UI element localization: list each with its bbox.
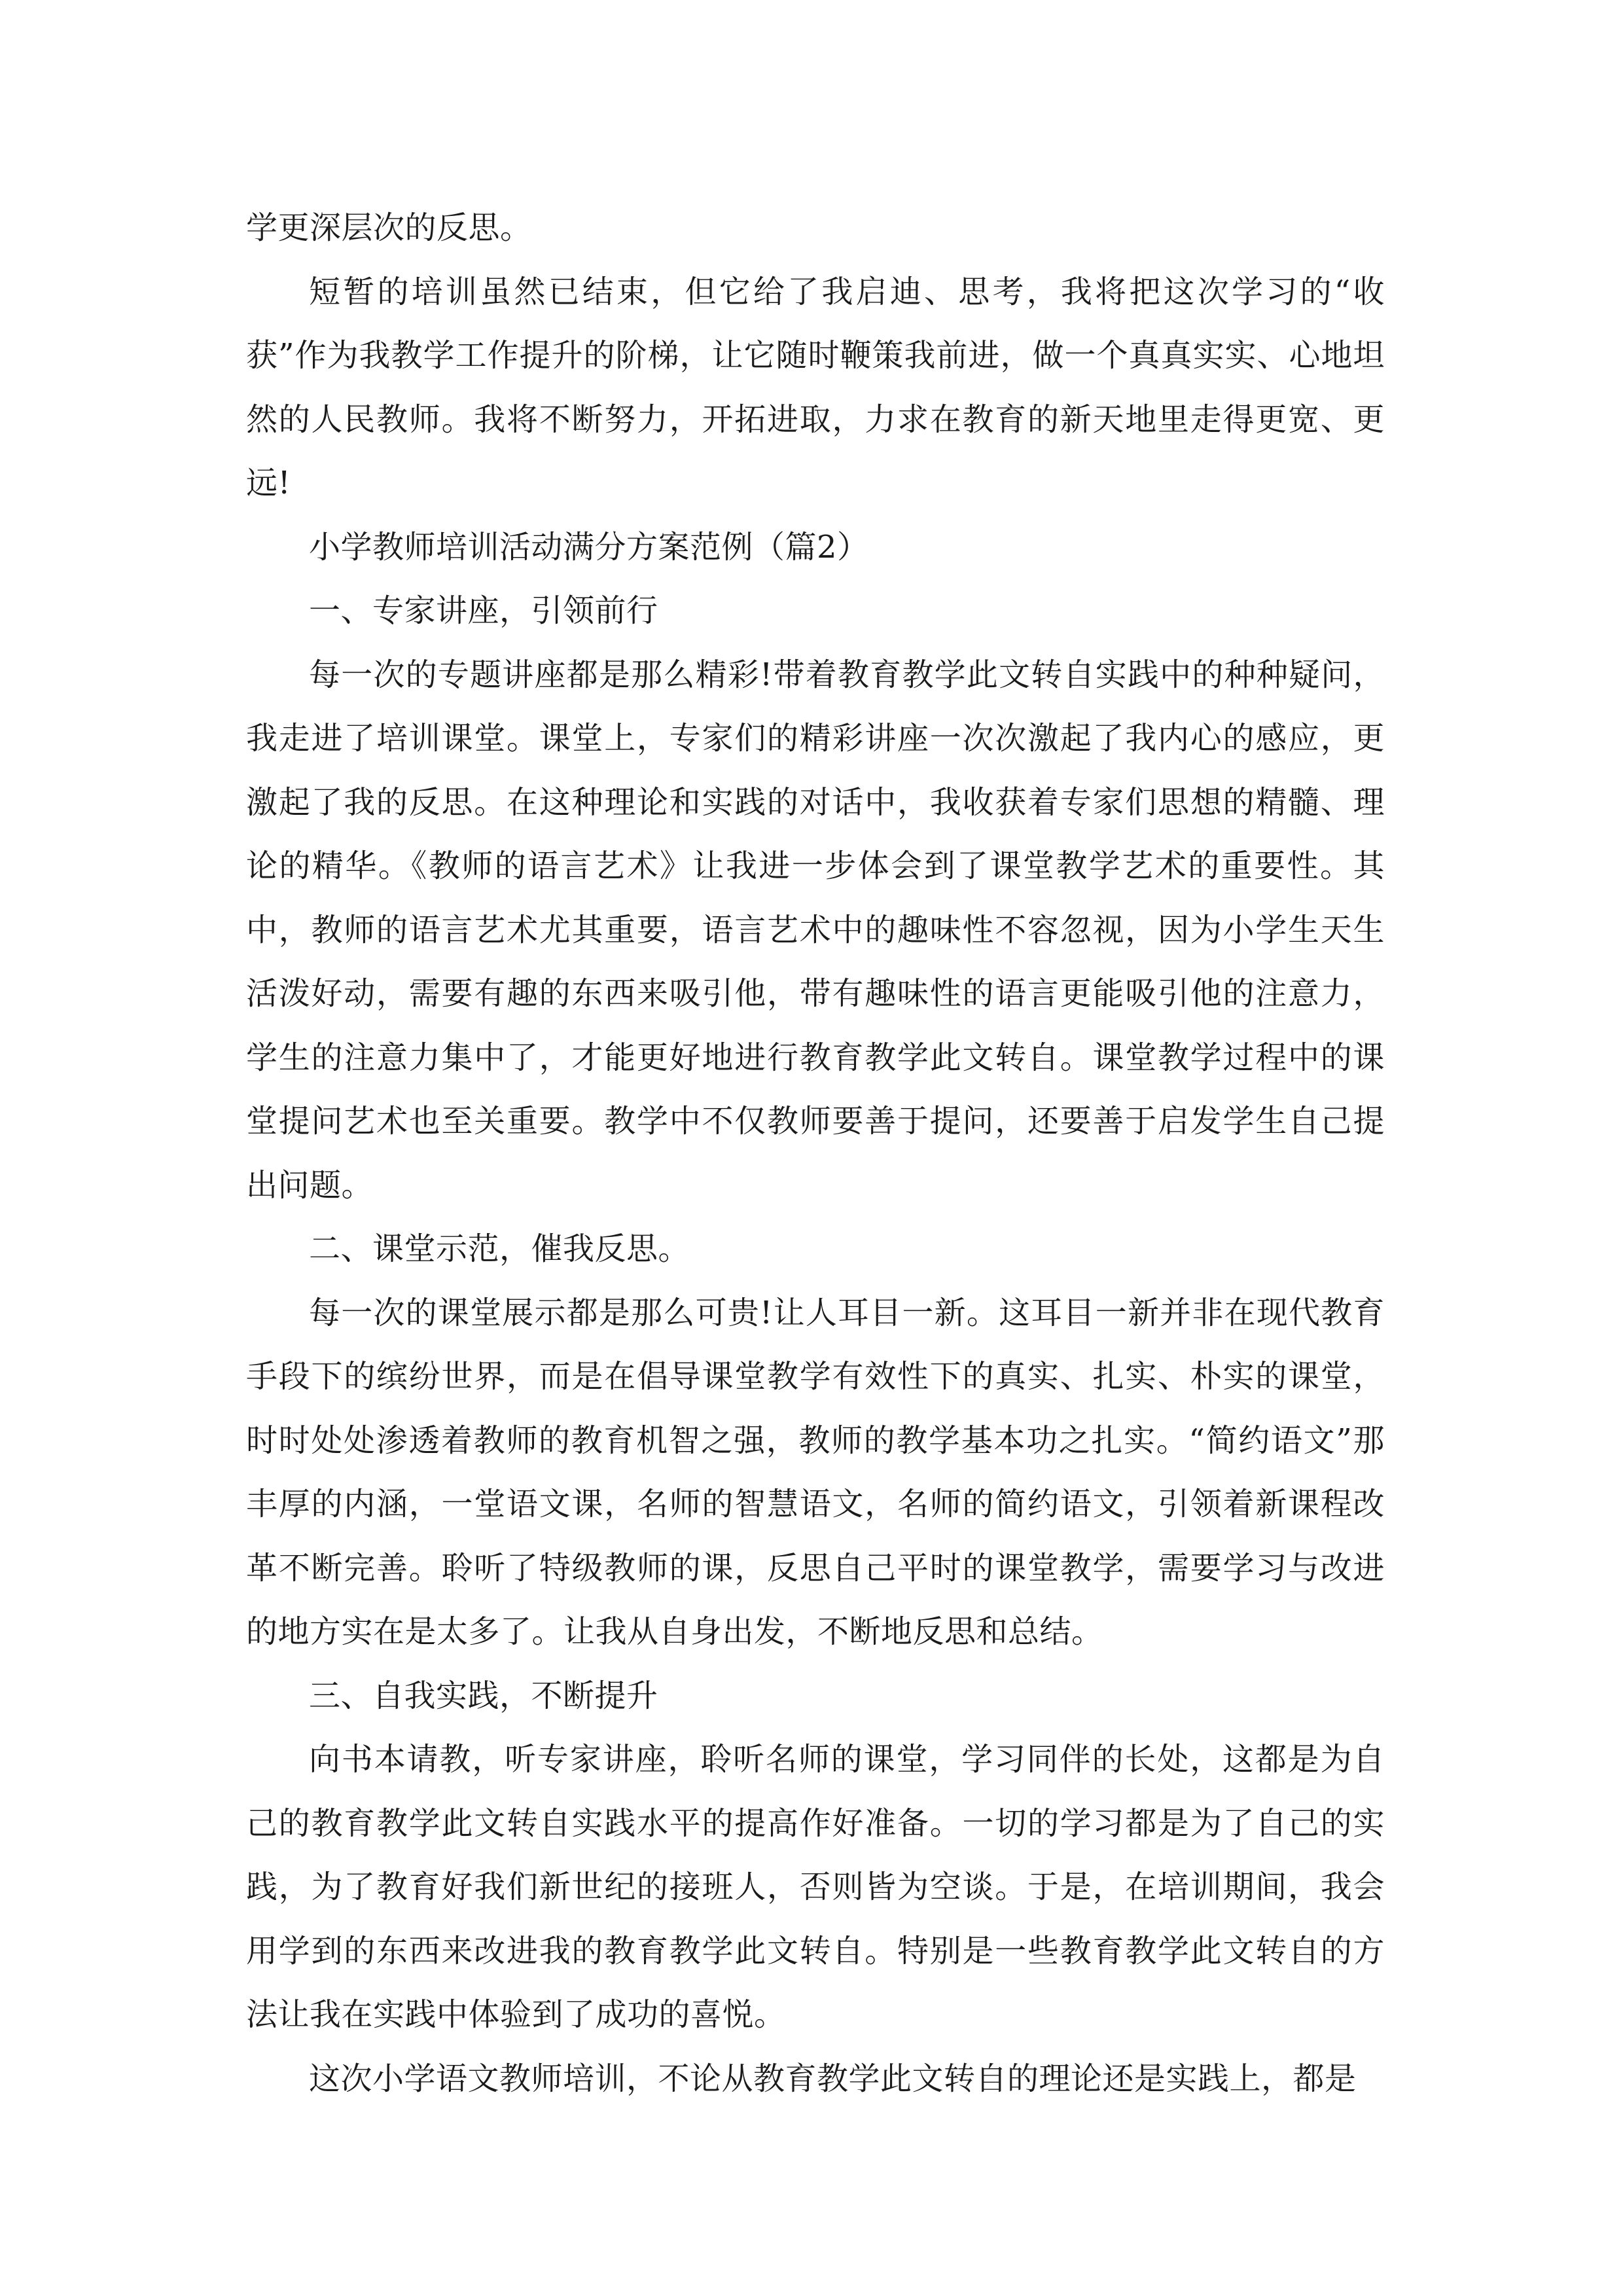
- paragraph-expert-lectures: 每一次的专题讲座都是那么精彩!带着教育教学此文转自实践中的种种疑问，我走进了培训课堂。课堂上，专家们的精彩讲座一次次激起了我内心的感应，更激起了我的反思。在这种理论和实践的对话中，我收获着专家们思想的精髓、理论的精华。《教师的语言艺术》让我进一步体会到了课堂教学艺术的重要性。其中，教师的语言艺术尤其重要，语言艺术中的趣味性不容忽视，因为小学生天生活泼好动，需要有趣的东西来吸引他，带有趣味性的语言更能吸引他的注意力，学生的注意力集中了，才能更好地进行教育教学此文转自。课堂教学过程中的课堂提问艺术也至关重要。教学中不仅教师要善于提问，还要善于启发学生自己提出问题。: [246, 656, 1385, 1204]
- heading-expert-lectures: 一、专家讲座，引领前行: [309, 592, 658, 629]
- heading-classroom-demonstration: 二、课堂示范，催我反思。: [309, 1230, 690, 1267]
- section-title-part-2: 小学教师培训活动满分方案范例（篇2）: [309, 528, 869, 565]
- paragraph-continuation: 学更深层次的反思。: [246, 209, 532, 246]
- heading-self-practice: 三、自我实践，不断提升: [309, 1677, 658, 1714]
- paragraph-training-harvest: 短暂的培训虽然已结束，但它给了我启迪、思考，我将把这次学习的“收获”作为我教学工作提升的阶梯，让它随时鞭策我前进，做一个真真实实、心地坦然的人民教师。我将不断努力，开拓进取，力求在教育的新天地里走得更宽、更远!: [246, 273, 1385, 501]
- paragraph-training-summary: 这次小学语文教师培训，不论从教育教学此文转自的理论还是实践上，都是: [309, 2060, 1357, 2097]
- paragraph-self-practice: 向书本请教，听专家讲座，聆听名师的课堂，学习同伴的长处，这都是为自己的教育教学此文转自实践水平的提高作好准备。一切的学习都是为了自己的实践，为了教育好我们新世纪的接班人，否则皆为空谈。于是，在培训期间，我会用学到的东西来改进我的教育教学此文转自。特别是一些教育教学此文转自的方法让我在实践中体验到了成功的喜悦。: [246, 1741, 1385, 2033]
- paragraph-classroom-demonstration: 每一次的课堂展示都是那么可贵!让人耳目一新。这耳目一新并非在现代教育手段下的缤纷世界，而是在倡导课堂教学有效性下的真实、扎实、朴实的课堂，时时处处渗透着教师的教育机智之强，教师的教学基本功之扎实。“简约语文”那丰厚的内涵，一堂语文课，名师的智慧语文，名师的简约语文，引领着新课程改革不断完善。聆听了特级教师的课，反思自己平时的课堂教学，需要学习与改进的地方实在是太多了。让我从自身出发，不断地反思和总结。: [246, 1294, 1385, 1650]
- document-body: [246, 196, 1385, 2111]
